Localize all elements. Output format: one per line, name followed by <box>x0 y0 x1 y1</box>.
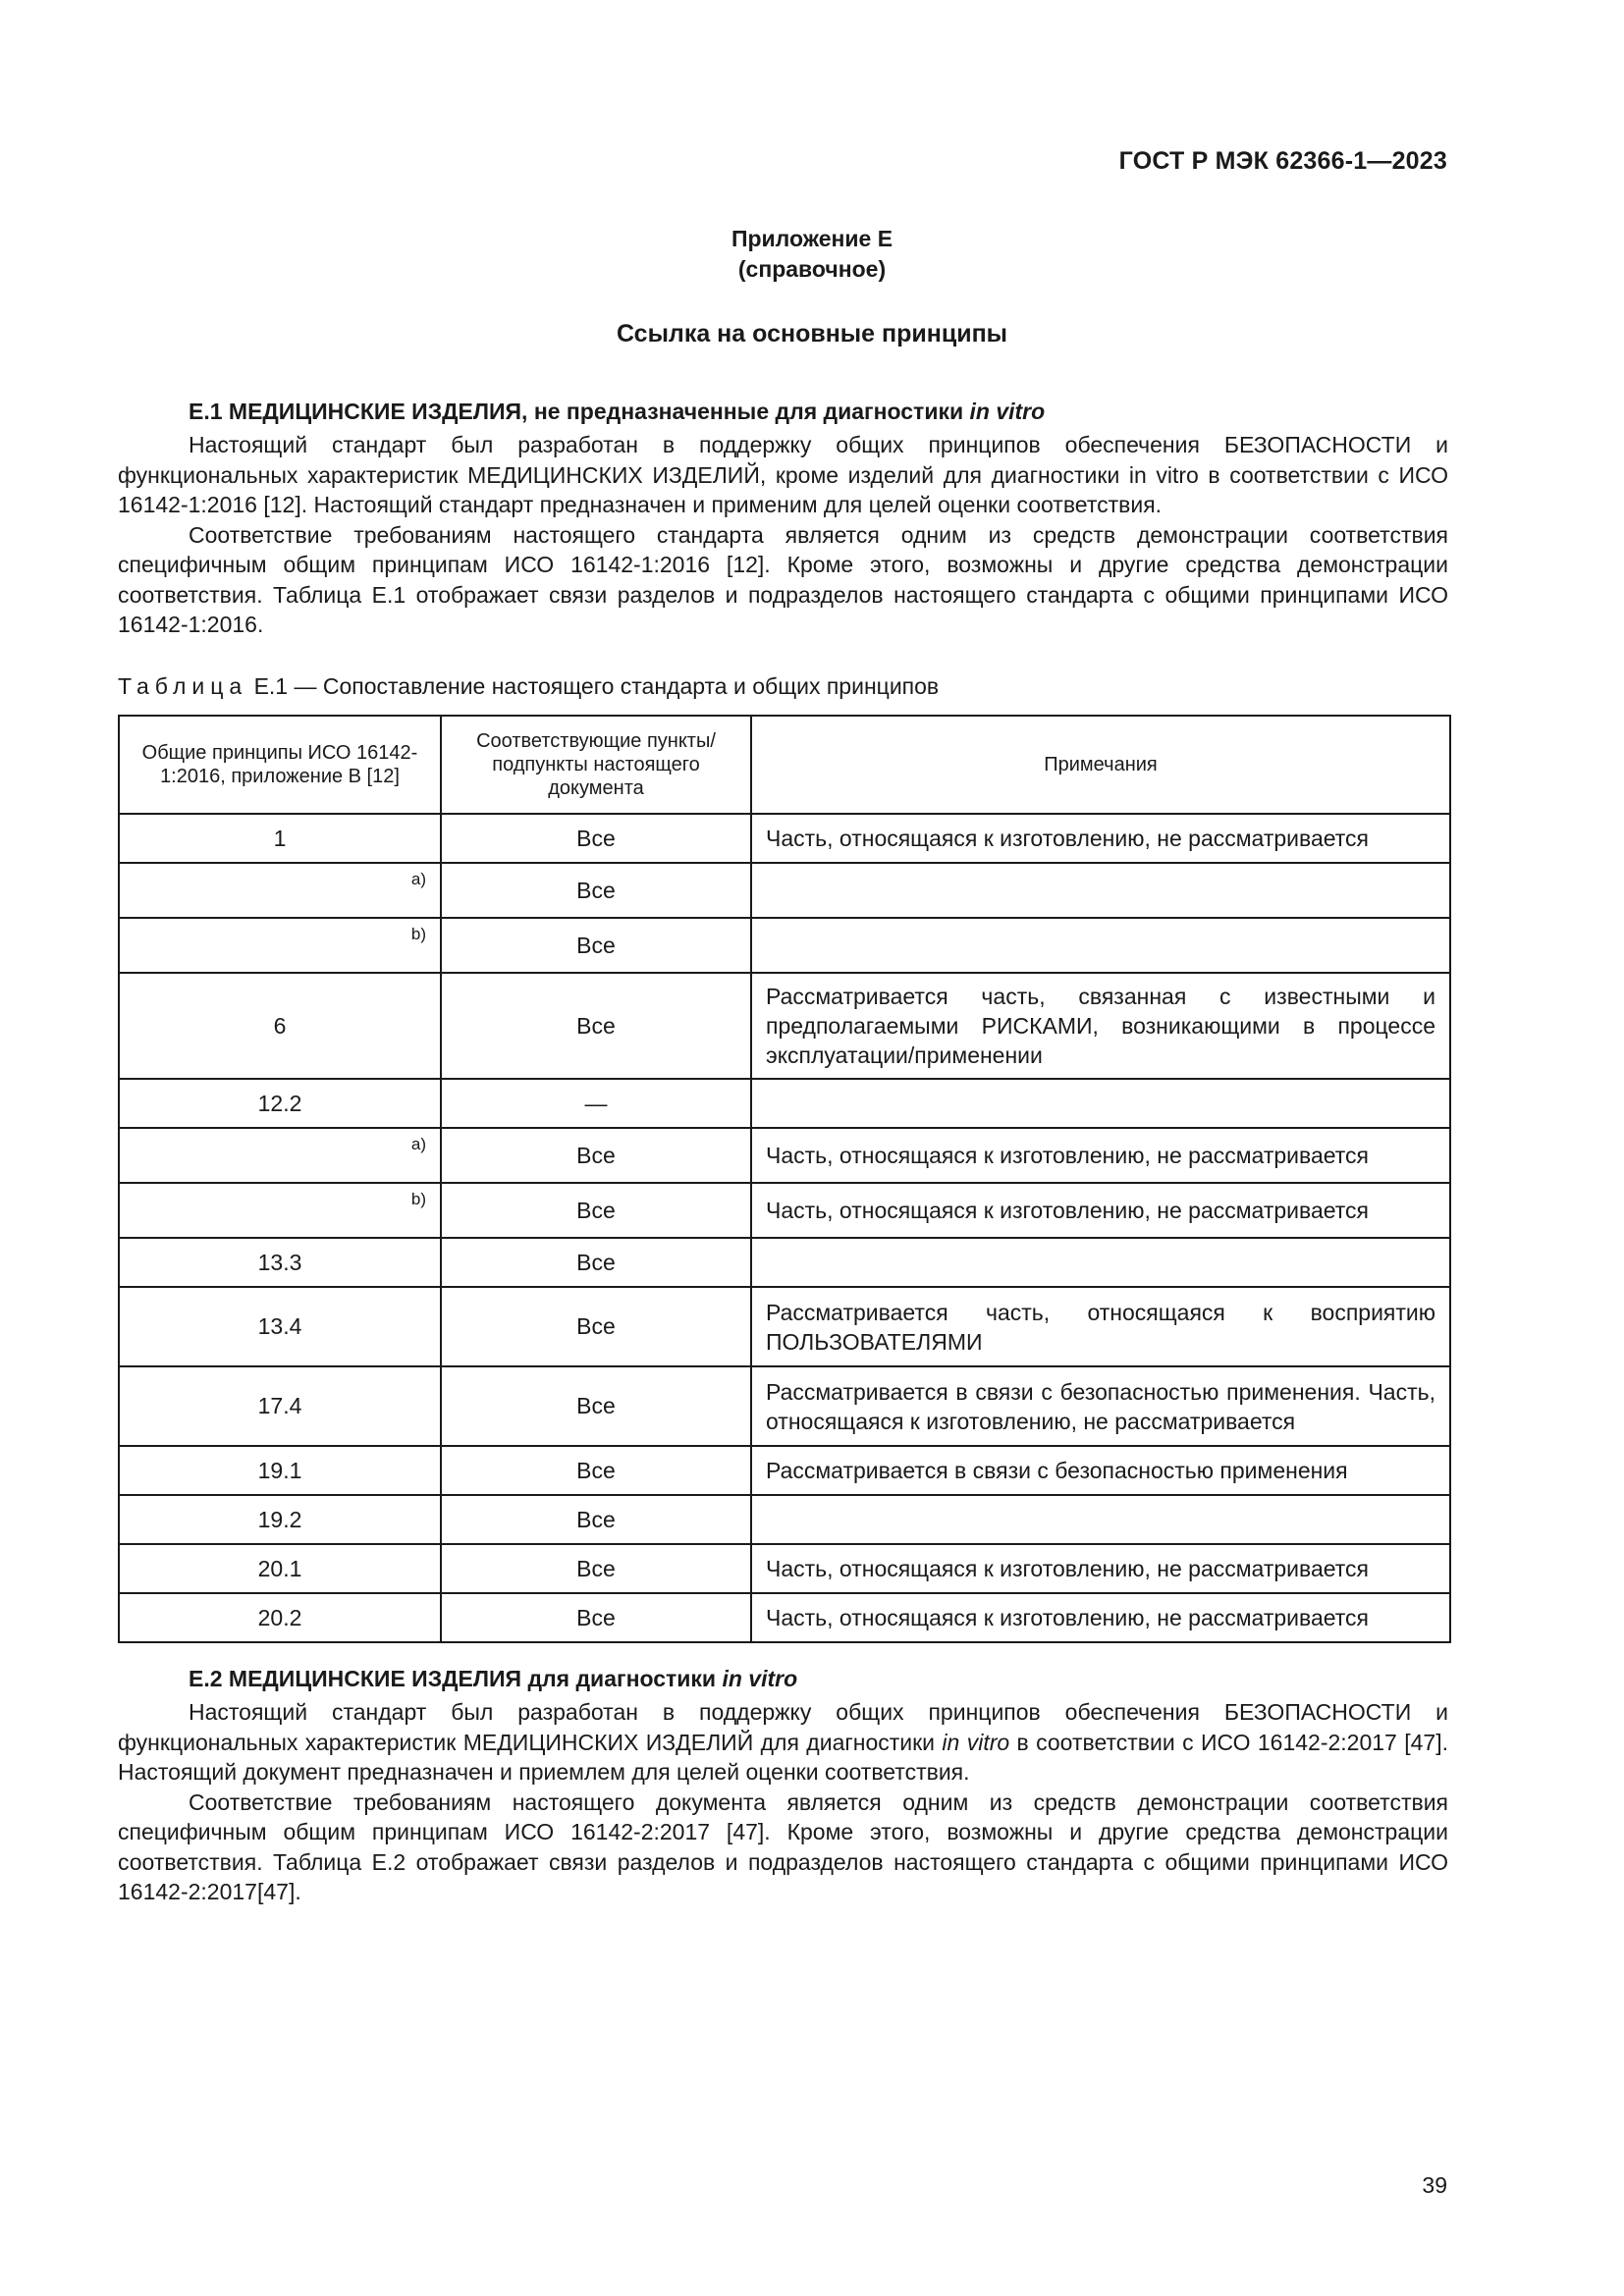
section-e1-heading-italic: in vitro <box>969 399 1046 424</box>
section-e2-paragraph-1 <box>118 1697 1448 1788</box>
header-clauses: Соответствующие пункты/ подпункты настоящего документа <box>441 716 751 814</box>
table-caption <box>118 673 939 700</box>
section-e2 <box>118 1664 1448 1907</box>
notes-cell: Часть, относящаяся к изготовлению, не рассматривается <box>751 1593 1450 1642</box>
notes-cell <box>751 1238 1450 1287</box>
notes-cell <box>751 918 1450 973</box>
section-e2-paragraph-2: Соответствие требованиям настоящего документа является одним из средств демонстрации соответствия специфичным общим принципам ИСО 16142-2:2017 [47]. Кроме этого, возможны и другие средства демонстрации соответствия. Таблица Е.2 отображает связи разделов и подразделов настоящего стандарта с общими принципами ИСО 16142-2:2017[47]. <box>118 1789 1448 1904</box>
clauses-cell: Все <box>441 1183 751 1238</box>
table-row <box>119 1287 1450 1366</box>
clauses-cell: Все <box>441 1128 751 1183</box>
principle-cell: a) <box>119 863 441 918</box>
table-row <box>119 1544 1450 1593</box>
notes-cell: Часть, относящаяся к изготовлению, не рассматривается <box>751 814 1450 863</box>
annex-title: Ссылка на основные принципы <box>616 320 1008 347</box>
header-notes: Примечания <box>751 716 1450 814</box>
notes-cell: Часть, относящаяся к изготовлению, не рассматривается <box>751 1183 1450 1238</box>
section-e2-p1-part-a: Настоящий стандарт был разработан в поддержку общих принципов обеспечения БЕЗОПАСНОСТИ и функциональных характеристик МЕДИЦИНСКИХ ИЗДЕЛИЙ для диагностики <box>118 1699 1448 1755</box>
table-row <box>119 1495 1450 1544</box>
principle-cell: 13.4 <box>119 1287 441 1366</box>
clauses-cell: Все <box>441 1446 751 1495</box>
principle-cell: 19.2 <box>119 1495 441 1544</box>
table-header-row <box>119 716 1450 814</box>
section-e2-heading-text: Е.2 МЕДИЦИНСКИЕ ИЗДЕЛИЯ для диагностики <box>189 1666 723 1691</box>
table-row <box>119 973 1450 1079</box>
notes-cell <box>751 863 1450 918</box>
principle-cell: 6 <box>119 973 441 1079</box>
section-e1-heading-text: Е.1 МЕДИЦИНСКИЕ ИЗДЕЛИЯ, не предназначенные для диагностики <box>189 399 970 424</box>
clauses-cell: Все <box>441 1287 751 1366</box>
principle-cell: b) <box>119 918 441 973</box>
principle-cell: 12.2 <box>119 1079 441 1128</box>
section-e1 <box>118 397 1448 640</box>
clauses-cell: Все <box>441 1593 751 1642</box>
table-row <box>119 918 1450 973</box>
annex-label: Приложение Е <box>731 226 893 251</box>
principle-cell: 19.1 <box>119 1446 441 1495</box>
notes-cell: Часть, относящаяся к изготовлению, не рассматривается <box>751 1128 1450 1183</box>
section-e2-heading <box>118 1664 1448 1694</box>
principle-cell: 13.3 <box>119 1238 441 1287</box>
header-principles: Общие принципы ИСО 16142-1:2016, приложение В [12] <box>119 716 441 814</box>
notes-cell <box>751 1079 1450 1128</box>
table-caption-text: Е.1 — Сопоставление настоящего стандарта и общих принципов <box>247 673 940 699</box>
table-row <box>119 1238 1450 1287</box>
section-e1-paragraph-2: Соответствие требованиям настоящего стандарта является одним из средств демонстрации соответствия специфичным общим принципам ИСО 16142-1:2016 [12]. Кроме этого, возможны и другие средства демонстрации соответствия. Таблица Е.1 отображает связи разделов и подразделов настоящего стандарта с общими принципами ИСО 16142-1:2016. <box>118 521 1448 637</box>
clauses-cell: Все <box>441 863 751 918</box>
table-row <box>119 1183 1450 1238</box>
principle-cell: 17.4 <box>119 1366 441 1446</box>
table-row <box>119 1593 1450 1642</box>
clauses-cell: Все <box>441 814 751 863</box>
table-row <box>119 1446 1450 1495</box>
section-e1-heading <box>118 397 1448 427</box>
section-e1-paragraph-1: Настоящий стандарт был разработан в поддержку общих принципов обеспечения БЕЗОПАСНОСТИ и функциональных характеристик МЕДИЦИНСКИХ ИЗДЕЛИЙ, кроме изделий для диагностики in vitro в соответствии с ИСО 16142-1:2016 [12]. Настоящий стандарт предназначен и применим для целей оценки соответствия. <box>118 432 1448 517</box>
principle-cell: 20.1 <box>119 1544 441 1593</box>
table-row <box>119 1128 1450 1183</box>
annex-heading <box>0 224 1624 285</box>
comparison-table <box>118 715 1451 1643</box>
table-row <box>119 863 1450 918</box>
principle-cell: a) <box>119 1128 441 1183</box>
section-e2-heading-italic: in vitro <box>722 1666 798 1691</box>
table-row <box>119 1366 1450 1446</box>
principle-cell: 20.2 <box>119 1593 441 1642</box>
notes-cell: Часть, относящаяся к изготовлению, не рассматривается <box>751 1544 1450 1593</box>
notes-cell: Рассматривается часть, относящаяся к восприятию ПОЛЬЗОВАТЕЛЯМИ <box>751 1287 1450 1366</box>
clauses-cell: Все <box>441 1544 751 1593</box>
principle-cell: b) <box>119 1183 441 1238</box>
page-number: 39 <box>1422 2172 1447 2198</box>
table-caption-label: Таблица <box>118 673 248 699</box>
clauses-cell: Все <box>441 1238 751 1287</box>
clauses-cell: Все <box>441 973 751 1079</box>
notes-cell <box>751 1495 1450 1544</box>
standard-code: ГОСТ Р МЭК 62366-1—2023 <box>1118 147 1447 175</box>
annex-type: (справочное) <box>737 256 887 282</box>
notes-cell: Рассматривается в связи с безопасностью применения <box>751 1446 1450 1495</box>
clauses-cell: Все <box>441 918 751 973</box>
principle-cell: 1 <box>119 814 441 863</box>
notes-cell: Рассматривается в связи с безопасностью применения. Часть, относящаяся к изготовлению, не рассматривается <box>751 1366 1450 1446</box>
section-e2-p1-part-b: в соответствии с ИСО 16142-2:2017 [47]. Настоящий документ предназначен и приемлем для целей оценки соответствия. <box>118 1729 1448 1785</box>
table-row <box>119 1079 1450 1128</box>
notes-cell: Рассматривается часть, связанная с известными и предполагаемыми РИСКАМИ, возникающими в процессе эксплуатации/применении <box>751 973 1450 1079</box>
table-row <box>119 814 1450 863</box>
section-e2-p1-italic: in vitro <box>942 1729 1010 1755</box>
clauses-cell: Все <box>441 1495 751 1544</box>
clauses-cell: Все <box>441 1366 751 1446</box>
clauses-cell: — <box>441 1079 751 1128</box>
